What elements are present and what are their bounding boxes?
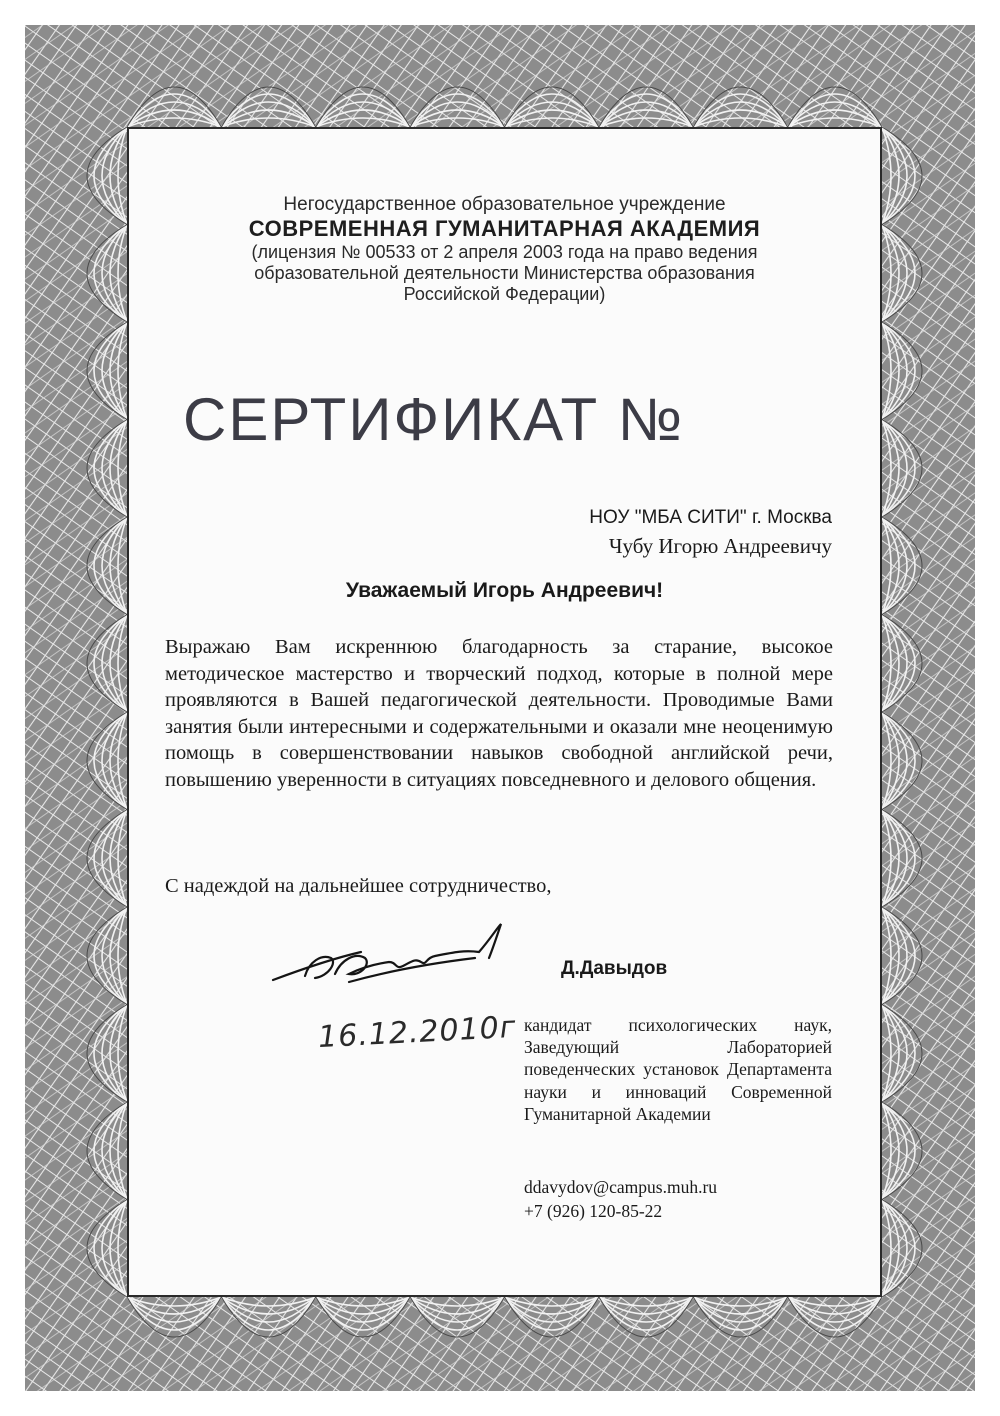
academy-name: СОВРЕМЕННАЯ ГУМАНИТАРНАЯ АКАДЕМИЯ xyxy=(248,216,761,241)
license-line-3: Российской Федерации) xyxy=(403,284,606,304)
signer-phone: +7 (926) 120-85-22 xyxy=(524,1201,663,1221)
institution-type: Негосударственное образовательное учреждение xyxy=(283,194,726,215)
signer-email: ddavydov@campus.muh.ru xyxy=(524,1177,718,1197)
contacts xyxy=(524,1175,717,1223)
header xyxy=(127,193,882,305)
license-line-1: (лицензия № 00533 от 2 апреля 2003 года на право ведения xyxy=(251,242,758,262)
signer-title: кандидат психологических наук, Заведующий Лабораторией поведенческих установок Департамента науки и инноваций Современной Гуманитарной Академии xyxy=(524,1015,832,1124)
recipient-block xyxy=(520,503,832,561)
recipient-name: Чубу Игорю Андреевичу xyxy=(608,534,832,558)
license-line-2: образовательной деятельности Министерства образования xyxy=(254,263,755,283)
certificate-title: СЕРТИФИКАТ № xyxy=(183,386,685,453)
salutation: Уважаемый Игорь Андреевич! xyxy=(345,579,664,602)
closing-line: С надеждой на дальнейшее сотрудничество, xyxy=(165,875,552,897)
signature xyxy=(265,918,525,998)
handwritten-date: 16.12.2010г xyxy=(317,1009,518,1056)
recipient-organization: НОУ "МБА СИТИ" г. Москва xyxy=(589,507,832,528)
signer-name: Д.Давыдов xyxy=(561,958,668,979)
body-paragraph: Выражаю Вам искреннюю благодарность за старание, высокое методическое мастерство и творческий подход, которые в полной мере проявляются в Вашей педагогической деятельности. Проводимые Вами занятия были интересными и содержательными и оказали мне неоценимую помощь в совершенствовании навыков свободной английской речи, повышению уверенности в ситуациях повседневного и делового общения. xyxy=(165,636,833,791)
